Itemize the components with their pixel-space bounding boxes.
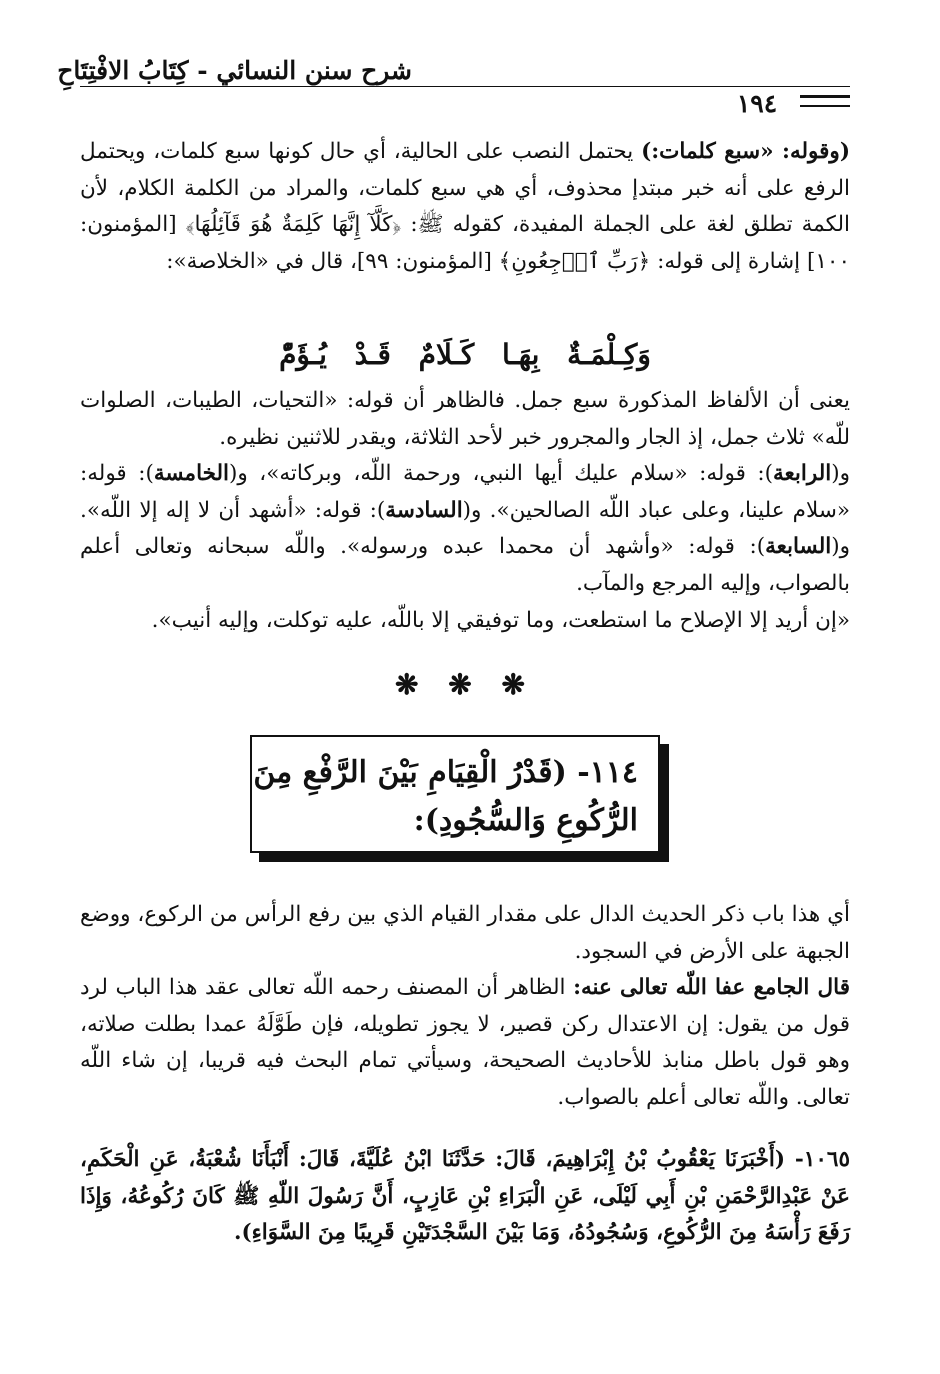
page-number: ١٩٤ (736, 89, 778, 118)
chapter-title-line-2: الرُّكُوعِ وَالسُّجُودِ): (413, 803, 638, 838)
label-seventh: السابعة (765, 534, 832, 560)
quoted-phrase-lead: (وقوله: «سبع كلمات:) (641, 139, 850, 164)
page-number-rule-lower (800, 105, 850, 107)
commentary-paragraph-seven-words (80, 134, 850, 280)
chapter-title-box (250, 735, 660, 853)
commentary-paragraph-sentences (80, 383, 850, 639)
poetry-verse: وَكِـلْمَـةٌ بِهَـا كَـلَامٌ قَـدْ يُـؤَمّْ (279, 338, 651, 371)
label-fourth: الرابعة (772, 461, 832, 487)
paragraph-numbered-sentences: و(الرابعة): قوله: «سلام عليك أيها النبي، ورحمة اللّه، وبركاته»، و(الخامسة): قوله: «سلام علينا، وعلى عباد اللّه الصالحين». و(السادسة): قوله: «أشهد أن لا إله إلا اللّه». و(السابعة): قوله: «وأشهد أن محمدا عبده ورسوله». واللّه سبحانه وتعالى أعلم بالصواب، وإليه المرجع والمآب. (80, 461, 851, 596)
hadith-text: ١٠٦٥- (أَخْبَرَنَا يَعْقُوبُ بْنُ إِبْرَاهِيمَ، قَالَ: حَدَّثَنَا ابْنُ عُلَيَّةَ، قَالَ: أَنْبَأَنَا شُعْبَةُ، عَنِ الْحَكَمِ، عَنْ عَبْدِالرَّحْمَنِ بْنِ أَبِي لَيْلَى، عَنِ الْبَرَاءِ بْنِ عَازِبٍ، أَنَّ رَسُولَ اللّهِ ﷺ كَانَ رُكُوعُهُ، وَإِذَا رَفَعَ رَأْسَهُ مِنَ الرُّكُوعِ، وَسُجُودُهُ، وَمَا بَيْنَ السَّجْدَتَيْنِ قَرِيبًا مِنَ السَّوَاءِ). (80, 1147, 850, 1246)
paragraph-text: يحتمل النصب على الحالية، أي حال كونها سبع كلمات، ويحتمل الرفع على أنه خبر مبتدإ محذوف، أي هي سبع كلمات، والمراد من الكلمة الكلام، لأن الكمة تطلق لغة على الجملة المفيدة، كقوله ﷺ: ﴿كَلَّآ إِنَّهَا كَلِمَةٌ هُوَ قَآئِلُهَا﴾ [المؤمنون: ١٠٠] إشارة إلى قوله: ﴿رَبِّ ٱرۡجِعُونِ﴾ [المؤمنون: ٩٩]، قال في «الخلاصة»: (80, 139, 850, 274)
label-fifth: الخامسة (153, 461, 230, 487)
chapter-commentary (80, 897, 850, 1117)
running-header-title: شرح سنن النسائي - كِتَابُ الافْتِتَاحِ (57, 56, 412, 85)
header-rule (80, 86, 850, 87)
compiler-note-lead: قال الجامع عفا اللّه تعالى عنه: (573, 975, 850, 1001)
paragraph-text: أي هذا باب ذكر الحديث الدال على مقدار القيام الذي بين رفع الرأس من الركوع، ووضع الجبهة على الأرض في السجود. (80, 902, 850, 964)
closing-supplication: «إن أريد إلا الإصلاح ما استطعت، وما توفيقي إلا باللّه، عليه توكلت، وإليه أنيب». (151, 607, 850, 633)
section-separator: ❋ ❋ ❋ (395, 668, 535, 701)
page-number-rule-upper (800, 95, 850, 98)
paragraph-text: يعنى أن الألفاظ المذكورة سبع جمل. فالظاهر أن قوله: «التحيات، الطيبات، الصلوات للّه» ثلاث جمل، إذ الجار والمجرور خبر لأحد الثلاثة، ويقدر للاثنين نظيره. (80, 388, 850, 450)
label-sixth: السادسة (385, 497, 463, 523)
paragraph-text: الظاهر أن المصنف رحمه اللّه تعالى عقد هذا الباب لرد قول من يقول: إن الاعتدال ركن قصير، لا يجوز تطويله، فإن طَوَّلَهُ عمدا بطلت صلاته، وهو قول باطل منابذ للأحاديث الصحيحة، وسيأتي تمام البحث فيه قريبا، إن شاء اللّه تعالى. واللّه تعالى أعلم بالصواب. (80, 975, 850, 1110)
chapter-title-line-1: ١١٤- (قَدْرُ الْقِيَامِ بَيْنَ الرَّفْعِ مِنَ (253, 755, 638, 790)
